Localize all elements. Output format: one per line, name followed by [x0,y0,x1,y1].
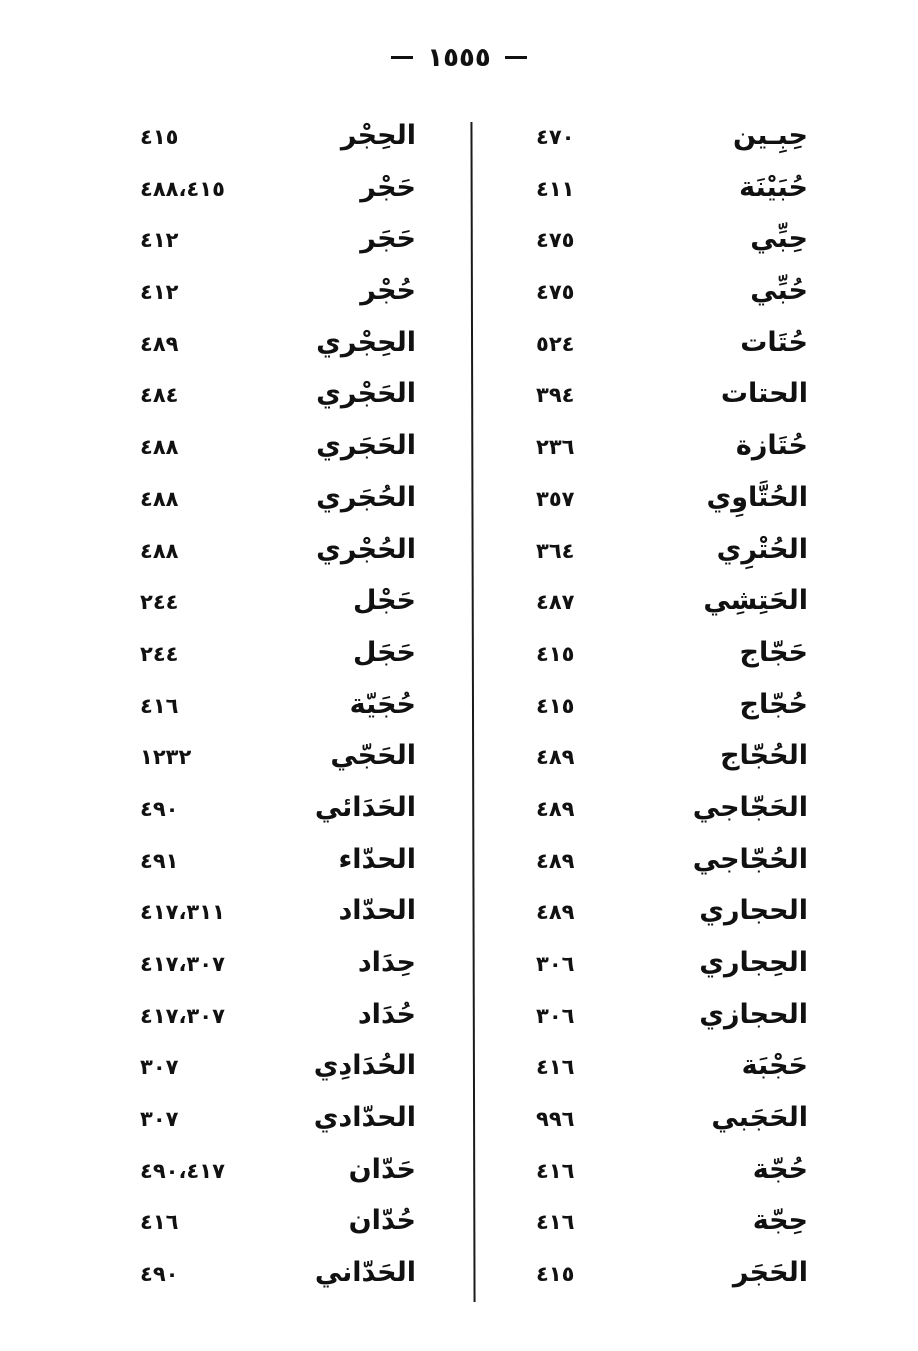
entry-name: الحجاري [699,895,808,927]
entry-name: الحَجَر [732,1257,808,1289]
index-entry [478,784,838,836]
index-entry [478,1094,838,1146]
index-entry [120,319,468,371]
entry-name: حَدّان [348,1153,416,1185]
entry-pages: ٤٩١ [140,848,179,873]
entry-name: الحَجَري [316,430,416,462]
entry-name: الحدّادي [313,1102,416,1134]
entry-name: الحَجّي [330,740,416,772]
entry-pages: ٤١٢ [140,228,179,253]
entry-pages: ٤١٢ [140,280,179,305]
entry-name: الحجازي [699,998,808,1030]
entry-pages: ٤٨٩ [536,796,575,821]
entry-name: الحِجاري [699,947,808,978]
index-entry [478,1042,838,1094]
page-number-text: ١٥٥٥ [427,43,491,73]
index-entry [120,474,468,526]
index-entry [478,939,838,991]
index-entry [478,887,838,939]
entry-pages: ٤٨٩ [536,848,575,873]
entry-pages: ٤٨٨،٤١٥ [140,176,225,201]
entry-pages: ٤١٥ [536,641,575,666]
entry-name: حُتَازة [735,430,808,462]
entry-pages: ٤٨٧ [536,590,575,615]
entry-pages: ٣٠٧ [140,1055,179,1080]
index-entry [120,629,468,681]
entry-pages: ٤١٦ [140,1210,179,1235]
entry-name: الحَدَائي [314,791,416,823]
page-number-dash-right [505,56,527,59]
entry-pages: ٢٤٤ [140,590,179,615]
entry-pages: ٣٠٦ [536,952,575,976]
index-entry [478,1146,838,1198]
entry-name: حُجّاج [739,688,808,720]
entry-name: حَجْر [360,171,416,203]
entry-pages: ٤١٥ [536,1262,575,1287]
column-divider [470,122,475,1302]
entry-name: الحَجَبي [711,1102,808,1134]
index-entry [478,474,838,526]
entry-name: حَجَر [360,223,416,255]
entry-pages: ٤٨٨ [140,538,179,563]
entry-pages: ٤٧٥ [536,228,575,253]
entry-name: حِبِّي [750,223,808,255]
index-entry [120,1094,468,1146]
entry-pages: ٤١٦ [536,1210,575,1235]
index-entry [120,422,468,474]
entry-name: الحِجْر [340,120,416,151]
index-entry [120,681,468,733]
index-entry [478,991,838,1043]
index-entry [120,1042,468,1094]
entry-pages: ٤٨٨ [140,435,179,460]
index-entry [478,112,838,164]
entry-name: حَجْل [352,585,416,617]
entry-name: الحدّاء [338,843,416,875]
entry-name: حُبِّي [750,275,808,307]
entry-pages: ٤١٥ [536,693,575,718]
entry-name: الحَتِشِي [703,585,808,617]
index-entry [120,267,468,319]
index-entry [120,215,468,267]
entry-name: حِدَاد [357,947,416,978]
entry-pages: ٤١١ [536,176,575,201]
index-entry [478,1197,838,1249]
index-entry [478,164,838,216]
entry-pages: ٤٨٤ [140,383,179,408]
entry-name: الحَجّاجي [692,791,808,823]
entry-name: حُجَيّة [349,688,416,720]
entry-pages: ٤٩٠ [140,1262,179,1287]
index-entry [478,836,838,888]
entry-pages: ٣٦٤ [536,538,575,563]
entry-name: الحتات [720,378,808,410]
entry-pages: ٤١٧،٣٠٧ [140,952,225,976]
entry-name: حَجَل [352,636,416,668]
entry-pages: ٤٨٩ [140,331,179,356]
entry-pages: ٤٩٠ [140,796,179,821]
entry-pages: ٤٨٨ [140,486,179,511]
index-entry [478,267,838,319]
entry-pages: ٣٠٦ [536,1003,575,1028]
index-entry [478,215,838,267]
entry-name: الحُدَادِي [313,1050,416,1082]
index-entry [120,836,468,888]
index-entry [120,1197,468,1249]
entry-pages: ٤٧٥ [536,280,575,305]
entry-pages: ٢٤٤ [140,641,179,666]
index-entry [478,577,838,629]
entry-name: حُدَاد [357,998,416,1030]
entry-pages: ٢٣٦ [536,435,575,460]
entry-pages: ٤٨٩ [536,900,575,925]
index-entry [120,1146,468,1198]
index-entry [120,991,468,1043]
entry-pages: ٣٠٧ [140,1107,179,1132]
index-entry [120,577,468,629]
index-column-left [120,112,468,1302]
index-column-right [478,112,838,1302]
entry-name: حُجّة [752,1153,808,1185]
index-entry [478,629,838,681]
index-entry [478,422,838,474]
entry-name: حُبَيْنَة [739,171,808,203]
entry-name: حُدّان [348,1205,416,1237]
entry-pages: ٥٢٤ [536,331,575,356]
page-number [0,40,918,76]
entry-name: حَجْبَة [741,1050,808,1082]
index-entry [120,164,468,216]
entry-pages: ٣٩٤ [536,383,575,408]
index-entry [120,939,468,991]
entry-pages: ١٢٣٢ [140,745,192,770]
entry-pages: ٤١٥ [140,125,179,149]
entry-name: الحَدّاني [314,1257,416,1289]
entry-name: الحَجْري [316,378,416,410]
index-entry [478,732,838,784]
entry-name: حُتَات [740,326,808,358]
entry-pages: ٤٩٠،٤١٧ [140,1158,225,1183]
entry-name: الحُجَري [316,481,416,513]
entry-name: الحدّاد [338,895,416,927]
entry-pages: ٤١٦ [140,693,179,718]
page-number-dash-left [391,56,413,59]
index-entry [478,526,838,578]
entry-pages: ٤١٧،٣٠٧ [140,1003,225,1028]
entry-name: الحُتَّاوِي [706,481,808,513]
entry-name: حَجّاج [739,636,808,668]
entry-name: الحُجّاج [720,740,808,772]
entry-name: حِبِـين [732,120,808,151]
index-entry [120,1249,468,1301]
entry-name: الحُجّاجي [692,843,808,875]
index-entry [120,732,468,784]
index-entry [478,681,838,733]
index-entry [478,319,838,371]
entry-name: حِجّة [752,1205,808,1237]
index-entry [120,784,468,836]
entry-pages: ٩٩٦ [536,1107,575,1132]
index-entry [120,526,468,578]
entry-pages: ٤١٦ [536,1055,575,1080]
index-entry [120,887,468,939]
index-entry [478,370,838,422]
index-entry [478,1249,838,1301]
entry-pages: ٤٨٩ [536,745,575,770]
entry-pages: ٤٧٠ [536,125,575,149]
entry-pages: ٣٥٧ [536,486,575,511]
entry-pages: ٤١٧،٣١١ [140,900,225,925]
entry-name: حُجْر [360,275,416,307]
entry-name: الحُجْري [316,533,416,565]
entry-pages: ٤١٦ [536,1158,575,1183]
entry-name: الحُتْرِي [716,533,808,565]
index-entry [120,112,468,164]
entry-name: الحِجْري [316,326,416,358]
index-entry [120,370,468,422]
